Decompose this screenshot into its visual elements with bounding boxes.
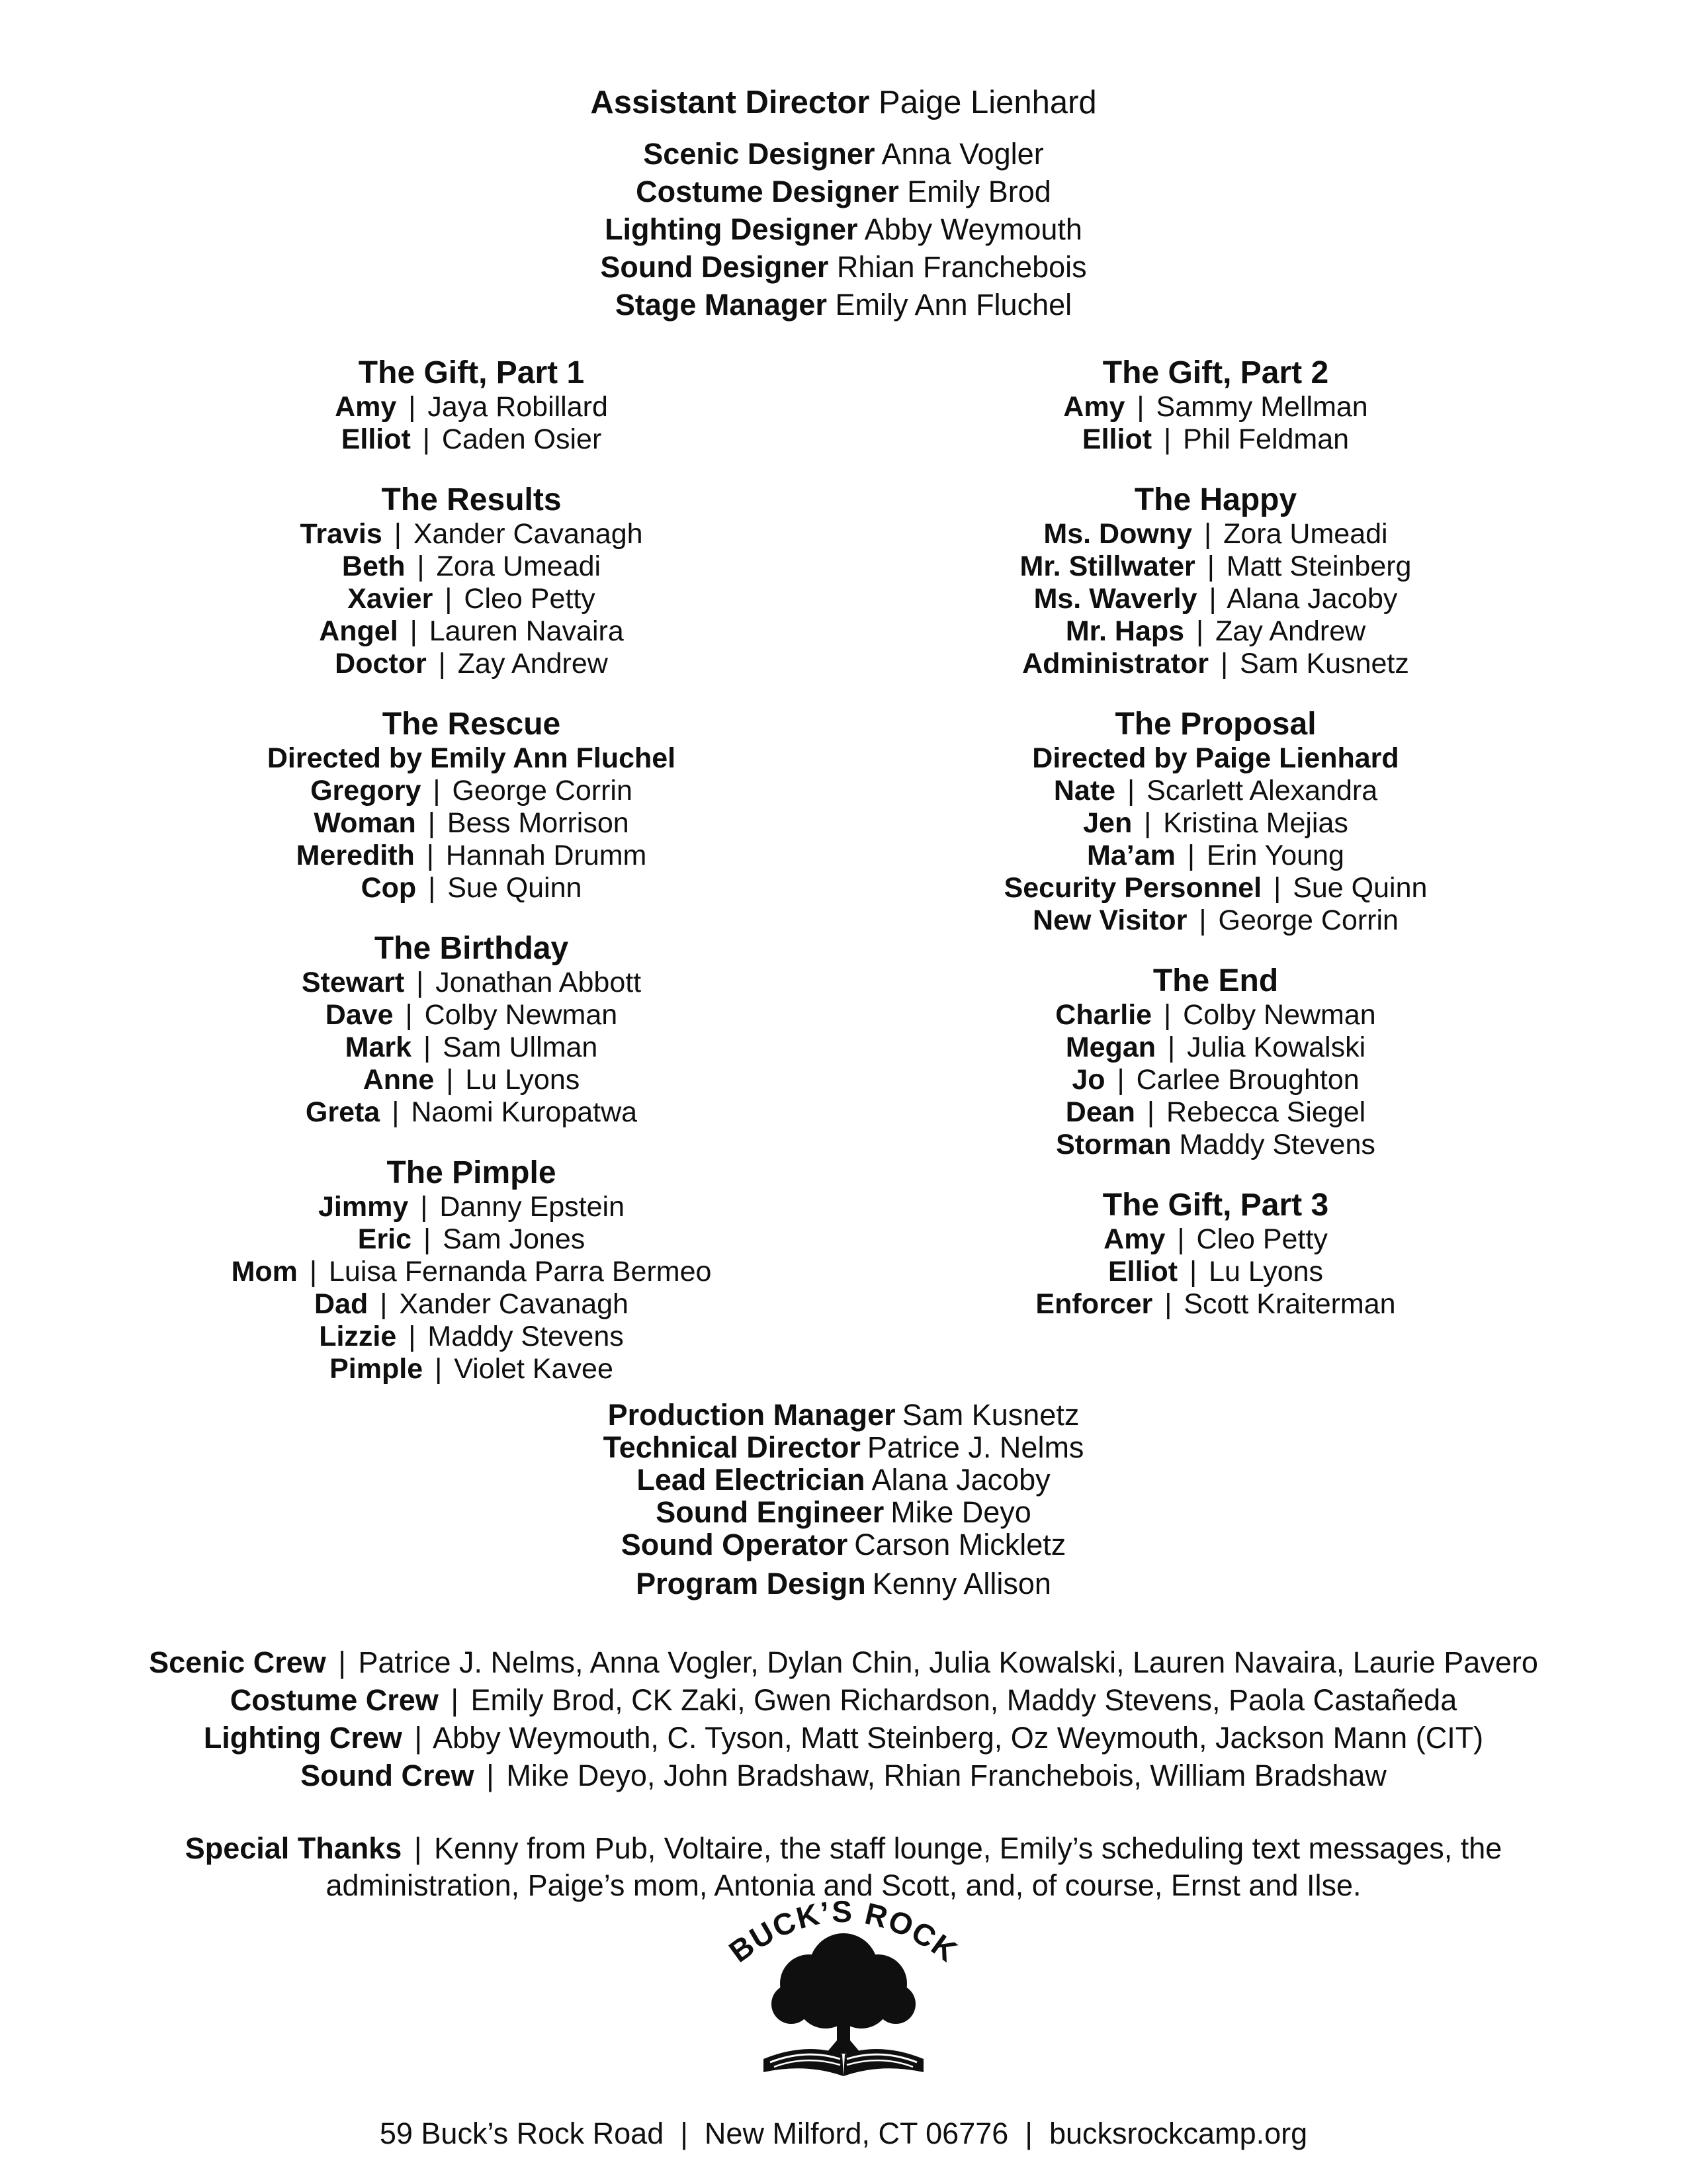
cast-name: Caden Osier: [441, 423, 602, 455]
cast-role: Mom: [231, 1256, 298, 1288]
production-credit: [0, 1463, 1687, 1496]
pipe-separator: |: [423, 1031, 431, 1063]
pipe-separator: |: [422, 423, 430, 455]
credit-name: Carson Mickletz: [854, 1528, 1066, 1561]
cast-entry: [99, 1064, 844, 1096]
crew-credit: [0, 1719, 1687, 1757]
cast-role: Cop: [361, 872, 417, 904]
cast-columns: [0, 355, 1687, 1385]
cast-entry: [844, 1096, 1588, 1129]
pipe-separator: |: [427, 807, 435, 839]
pipe-separator: |: [380, 1288, 388, 1320]
cast-name: Danny Epstein: [439, 1191, 625, 1223]
pipe-separator: |: [338, 1645, 346, 1679]
cast-column-right: [844, 355, 1588, 1385]
pipe-separator: |: [1177, 1223, 1185, 1255]
cast-role: Mark: [345, 1031, 412, 1063]
cast-role: Amy: [1103, 1223, 1166, 1255]
cast-entry: [99, 615, 844, 648]
cast-role: Administrator: [1022, 648, 1209, 679]
pipe-separator: |: [1187, 840, 1195, 871]
credit-role: Technical Director: [603, 1430, 861, 1464]
pipe-separator: |: [1209, 583, 1217, 615]
design-credit: [0, 248, 1687, 286]
production-credit: [0, 1431, 1687, 1463]
cast-role: Greta: [305, 1096, 380, 1128]
cast-role: Elliot: [1082, 423, 1152, 455]
pipe-separator: |: [1199, 904, 1207, 936]
credit-name: Rhian Franchebois: [836, 250, 1087, 284]
credit-name: Alana Jacoby: [871, 1463, 1051, 1497]
cast-name: Alana Jacoby: [1227, 583, 1398, 615]
cast-role: New Visitor: [1033, 904, 1188, 936]
cast-entry: [844, 1064, 1588, 1096]
directed-by: Directed by Emily Ann Fluchel: [267, 742, 676, 774]
cast-role: Ms. Waverly: [1033, 583, 1197, 615]
production-credit: [0, 1567, 1687, 1600]
pipe-separator: |: [1163, 423, 1172, 455]
crew-credit: [0, 1757, 1687, 1794]
credit-name: Mike Deyo: [890, 1495, 1031, 1529]
crew-credit: [0, 1681, 1687, 1719]
show-section: [844, 707, 1588, 937]
cast-role: Woman: [314, 807, 416, 839]
cast-role: Beth: [341, 550, 406, 582]
cast-name: Phil Feldman: [1183, 423, 1350, 455]
section-title: The Birthday: [374, 931, 569, 966]
cast-name: Zora Umeadi: [436, 550, 601, 582]
section-title: The Pimple: [386, 1155, 556, 1190]
pipe-separator: |: [1137, 391, 1145, 423]
cast-role: Elliot: [341, 423, 411, 455]
crew-names: Mike Deyo, John Bradshaw, Rhian Franchebois, William Bradshaw: [506, 1759, 1387, 1792]
cast-name: Colby Newman: [1183, 999, 1376, 1031]
cast-entry: [99, 391, 844, 423]
credit-name: Paige Lienhard: [879, 85, 1097, 120]
cast-entry: [99, 1288, 844, 1321]
cast-role: Megan: [1065, 1031, 1156, 1063]
show-section: [99, 355, 844, 456]
pipe-separator: |: [1207, 550, 1215, 582]
cast-entry: [844, 1223, 1588, 1256]
cast-name: Cleo Petty: [1196, 1223, 1328, 1255]
cast-entry: [99, 423, 844, 456]
section-title: The Gift, Part 2: [1102, 355, 1329, 390]
cast-name: Bess Morrison: [447, 807, 629, 839]
cast-role: Doctor: [335, 648, 427, 679]
section-title: The Results: [381, 482, 562, 517]
cast-role: Security Personnel: [1004, 872, 1262, 904]
cast-entry: [99, 648, 844, 680]
special-thanks-label: Special Thanks: [185, 1831, 402, 1865]
cast-entry: [844, 615, 1588, 648]
cast-name: Zay Andrew: [1215, 615, 1366, 647]
crew-names: Emily Brod, CK Zaki, Gwen Richardson, Maddy Stevens, Paola Castañeda: [470, 1683, 1457, 1717]
cast-entry: [99, 1256, 844, 1288]
section-title: The Gift, Part 1: [358, 355, 585, 390]
cast-entry: [99, 807, 844, 840]
cast-name: Jaya Robillard: [427, 391, 608, 423]
pipe-separator: |: [1127, 775, 1135, 807]
cast-name: Sue Quinn: [1293, 872, 1428, 904]
crew-role: Scenic Crew: [149, 1645, 326, 1679]
design-credit: [0, 210, 1687, 248]
cast-name: Xander Cavanagh: [413, 518, 643, 550]
cast-entry: [844, 1129, 1588, 1161]
cast-name: Sammy Mellman: [1156, 391, 1368, 423]
show-section: [844, 963, 1588, 1161]
credit-role: Production Manager: [607, 1398, 896, 1432]
cast-entry: [99, 1096, 844, 1129]
cast-name: Kristina Mejias: [1163, 807, 1348, 839]
pipe-separator: |: [309, 1256, 318, 1288]
credit-role: Program Design: [636, 1567, 866, 1600]
cast-role: Ma’am: [1087, 840, 1176, 871]
footer-address: 59 Buck’s Rock Road | New Milford, CT 06776 | bucksrockcamp.org: [379, 2117, 1308, 2150]
crew-names: Abby Weymouth, C. Tyson, Matt Steinberg, Oz Weymouth, Jackson Mann (CIT): [433, 1721, 1484, 1755]
cast-role: Eric: [357, 1223, 412, 1255]
cast-entry: [844, 840, 1588, 872]
cast-role: Travis: [300, 518, 382, 550]
pipe-separator: |: [1196, 615, 1204, 647]
cast-entry: [99, 1321, 844, 1353]
show-section: [844, 1188, 1588, 1321]
section-title: The Happy: [1134, 482, 1297, 517]
special-thanks-text: Kenny from Pub, Voltaire, the staff lounge, Emily’s scheduling text messages, the administration, Paige’s mom, Antonia and Scott, and, of course, Ernst and Ilse.: [325, 1831, 1502, 1902]
cast-role: Mr. Haps: [1065, 615, 1185, 647]
crew-role: Costume Crew: [230, 1683, 439, 1717]
design-credit: [0, 135, 1687, 173]
cast-role: Jen: [1083, 807, 1133, 839]
cast-name: Zay Andrew: [457, 648, 608, 679]
production-credits: [0, 1399, 1687, 1600]
cast-entry: [844, 999, 1588, 1031]
show-section: [99, 707, 844, 904]
show-section: [99, 1155, 844, 1385]
cast-role: Gregory: [310, 775, 421, 807]
cast-role: Dad: [314, 1288, 368, 1320]
cast-entry: [99, 775, 844, 807]
cast-name: Julia Kowalski: [1187, 1031, 1366, 1063]
cast-name: Maddy Stevens: [427, 1321, 624, 1352]
pipe-separator: |: [1164, 1288, 1172, 1320]
cast-name: Xander Cavanagh: [399, 1288, 628, 1320]
cast-entry: [844, 872, 1588, 904]
cast-entry: [844, 775, 1588, 807]
cast-role: Meredith: [296, 840, 415, 871]
credit-name: Sam Kusnetz: [902, 1398, 1080, 1432]
credit-role: Costume Designer: [636, 175, 899, 208]
cast-entry: [99, 999, 844, 1031]
cast-name: Luisa Fernanda Parra Bermeo: [328, 1256, 712, 1288]
credit-role: Stage Manager: [615, 288, 827, 322]
pipe-separator: |: [413, 1831, 422, 1865]
pipe-separator: |: [446, 1064, 454, 1096]
credit-role: Lighting Designer: [605, 212, 858, 246]
special-thanks: [179, 1830, 1508, 1904]
pipe-separator: |: [1164, 999, 1172, 1031]
cast-role: Jimmy: [318, 1191, 409, 1223]
credit-name: Emily Ann Fluchel: [835, 288, 1072, 322]
cast-column-left: [99, 355, 844, 1385]
pipe-separator: |: [1190, 1256, 1197, 1288]
pipe-separator: |: [1144, 807, 1152, 839]
cast-role: Nate: [1053, 775, 1116, 807]
pipe-separator: |: [408, 391, 416, 423]
cast-name: George Corrin: [1218, 904, 1399, 936]
show-section: [844, 482, 1588, 680]
cast-name: Naomi Kuropatwa: [411, 1096, 638, 1128]
cast-entry: [99, 840, 844, 872]
cast-entry: [99, 550, 844, 583]
cast-role: Ms. Downy: [1043, 518, 1192, 550]
pipe-separator: |: [394, 518, 402, 550]
cast-entry: [844, 550, 1588, 583]
cast-name: Lu Lyons: [465, 1064, 580, 1096]
pipe-separator: |: [438, 648, 446, 679]
pipe-separator: |: [392, 1096, 400, 1128]
design-credit: [0, 286, 1687, 324]
cast-entry: [844, 583, 1588, 615]
cast-name: Lauren Navaira: [429, 615, 624, 647]
pipe-separator: |: [405, 999, 413, 1031]
cast-entry: [844, 518, 1588, 550]
cast-role: Stewart: [301, 967, 405, 998]
credit-name: Anna Vogler: [881, 137, 1044, 171]
cast-role: Pimple: [329, 1353, 423, 1385]
credit-name: Kenny Allison: [872, 1567, 1051, 1600]
show-section: [844, 355, 1588, 456]
pipe-separator: |: [417, 550, 425, 582]
section-title: The Proposal: [1115, 707, 1317, 742]
crew-role: Sound Crew: [300, 1759, 474, 1792]
pipe-separator: |: [1221, 648, 1229, 679]
credit-role: Assistant Director: [590, 85, 870, 120]
cast-role: Amy: [1063, 391, 1125, 423]
cast-name: Carlee Broughton: [1136, 1064, 1360, 1096]
crew-credit: [0, 1643, 1687, 1681]
cast-role: Dean: [1065, 1096, 1135, 1128]
cast-entry: [99, 518, 844, 550]
pipe-separator: |: [410, 615, 417, 647]
pipe-separator: |: [414, 1721, 423, 1755]
cast-name: Scott Kraiterman: [1184, 1288, 1396, 1320]
logo-arc-text: BUCK’S ROCK: [722, 1894, 965, 1969]
cast-entry: [99, 872, 844, 904]
cast-name: Hannah Drumm: [445, 840, 647, 871]
production-credit: [0, 1399, 1687, 1431]
production-credit: [0, 1496, 1687, 1528]
section-title: The Gift, Part 3: [1102, 1188, 1329, 1223]
credit-role: Scenic Designer: [643, 137, 875, 171]
cast-name: Lu Lyons: [1209, 1256, 1324, 1288]
cast-entry: [99, 1223, 844, 1256]
pipe-separator: |: [451, 1683, 459, 1717]
credit-role: Sound Operator: [621, 1528, 848, 1561]
design-credit: [0, 173, 1687, 210]
cast-entry: [99, 1191, 844, 1223]
cast-name: Rebecca Siegel: [1166, 1096, 1366, 1128]
credit-role: Lead Electrician: [636, 1463, 865, 1497]
crew-names: Patrice J. Nelms, Anna Vogler, Dylan Chin, Julia Kowalski, Lauren Navaira, Laurie Pavero: [358, 1645, 1538, 1679]
cast-name: Sam Jones: [443, 1223, 585, 1255]
design-credits: [0, 135, 1687, 324]
cast-entry: [844, 1031, 1588, 1064]
credit-name: Emily Brod: [907, 175, 1051, 208]
pipe-separator: |: [1146, 1096, 1155, 1128]
pipe-separator: |: [1203, 518, 1212, 550]
credit-role: Sound Designer: [600, 250, 829, 284]
cast-name: Sam Kusnetz: [1240, 648, 1409, 679]
assistant-director-credit: [0, 83, 1687, 122]
cast-role: Elliot: [1107, 1256, 1178, 1288]
cast-name: Erin Young: [1206, 840, 1344, 871]
pipe-separator: |: [1167, 1031, 1176, 1063]
cast-role: Enforcer: [1035, 1288, 1153, 1320]
cast-role: Storman: [1056, 1129, 1172, 1160]
cast-name: Jonathan Abbott: [435, 967, 642, 998]
cast-name: George Corrin: [452, 775, 632, 807]
cast-name: Cleo Petty: [464, 583, 595, 615]
cast-role: Lizzie: [319, 1321, 397, 1352]
crew-role: Lighting Crew: [203, 1721, 402, 1755]
pipe-separator: |: [426, 840, 434, 871]
credit-role: Sound Engineer: [656, 1495, 885, 1529]
cast-role: Mr. Stillwater: [1019, 550, 1195, 582]
cast-role: Charlie: [1055, 999, 1152, 1031]
pipe-separator: |: [416, 967, 424, 998]
pipe-separator: |: [420, 1191, 428, 1223]
cast-role: Anne: [363, 1064, 435, 1096]
pipe-separator: |: [486, 1759, 494, 1792]
cast-entry: [844, 1288, 1588, 1321]
pipe-separator: |: [423, 1223, 431, 1255]
cast-name: Violet Kavee: [454, 1353, 613, 1385]
show-section: [99, 482, 844, 680]
cast-entry: [844, 1256, 1588, 1288]
pipe-separator: |: [1274, 872, 1281, 904]
cast-entry: [99, 967, 844, 999]
show-section: [99, 931, 844, 1129]
cast-entry: [844, 904, 1588, 937]
directed-by: Directed by Paige Lienhard: [1032, 742, 1399, 774]
pipe-separator: |: [428, 872, 436, 904]
cast-role: Angel: [319, 615, 398, 647]
pipe-separator: |: [1117, 1064, 1125, 1096]
cast-entry: [99, 1353, 844, 1385]
pipe-separator: |: [433, 775, 441, 807]
pipe-separator: |: [435, 1353, 443, 1385]
section-title: The End: [1152, 963, 1279, 998]
cast-entry: [844, 423, 1588, 456]
cast-entry: [844, 391, 1588, 423]
cast-entry: [844, 648, 1588, 680]
cast-role: Xavier: [347, 583, 433, 615]
cast-role: Dave: [325, 999, 394, 1031]
production-credit: [0, 1528, 1687, 1561]
credit-name: Patrice J. Nelms: [867, 1430, 1084, 1464]
cast-entry: [844, 807, 1588, 840]
crew-credits: [0, 1643, 1687, 1794]
cast-role: Jo: [1072, 1064, 1105, 1096]
tree-icon: [771, 1933, 916, 2054]
cast-role: Amy: [335, 391, 397, 423]
cast-name: Sue Quinn: [447, 872, 582, 904]
cast-name: Scarlett Alexandra: [1146, 775, 1378, 807]
cast-name: Colby Newman: [424, 999, 618, 1031]
pipe-separator: |: [408, 1321, 416, 1352]
cast-name: Matt Steinberg: [1226, 550, 1412, 582]
credit-name: Abby Weymouth: [864, 212, 1082, 246]
cast-name: Maddy Stevens: [1179, 1129, 1375, 1160]
section-title: The Rescue: [382, 707, 561, 742]
cast-name: Sam Ullman: [443, 1031, 598, 1063]
cast-entry: [99, 1031, 844, 1064]
pipe-separator: |: [445, 583, 453, 615]
cast-name: Zora Umeadi: [1223, 518, 1388, 550]
cast-entry: [99, 583, 844, 615]
